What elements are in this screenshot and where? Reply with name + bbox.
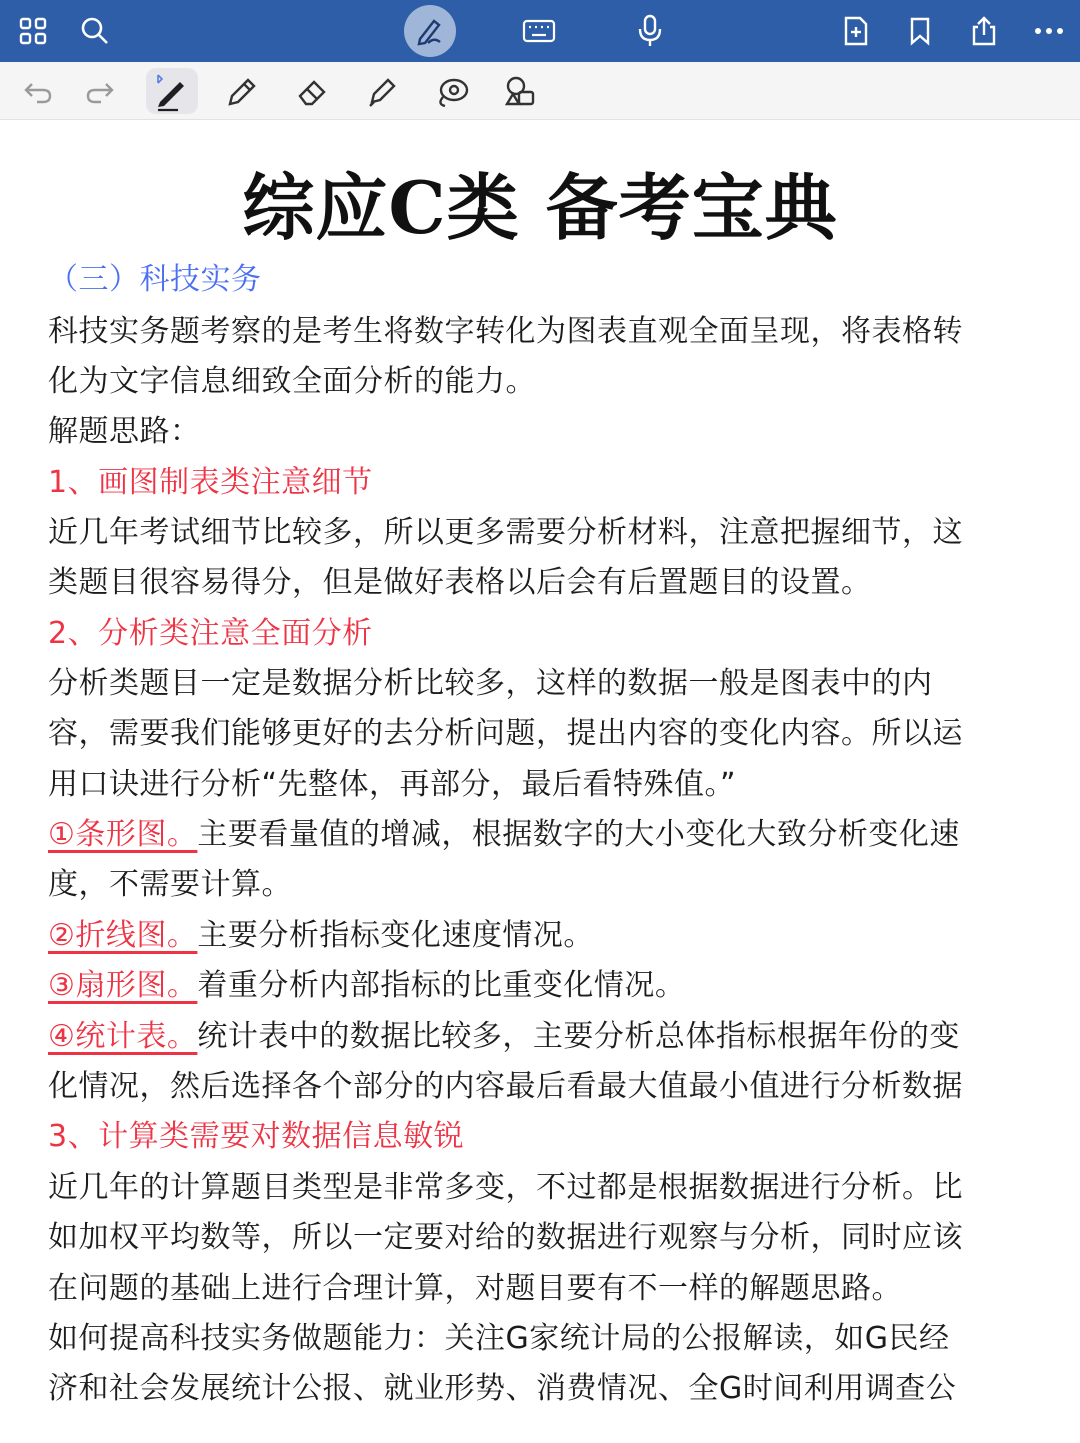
pie-chart-item [48,961,685,1011]
redo-icon[interactable] [78,70,122,114]
closing-line-1: 如何提高科技实务做题能力：关注G家统计局的公报解读，如G民经 [48,1321,950,1356]
bar-chart-item [48,810,960,860]
stat-table-label: ④统计表。 [48,1019,198,1054]
share-icon[interactable] [961,8,1007,54]
bar-chart-text: 主要看量值的增减，根据数字的大小变化大致分析变化速 [197,817,960,852]
point3-line-3: 在问题的基础上进行合理计算，对题目要有不一样的解题思路。 [48,1271,902,1306]
point2-line-2: 容，需要我们能够更好的去分析问题，提出内容的变化内容。所以运 [48,716,963,751]
drawing-toolbar [0,62,1080,120]
pie-chart-label: ③扇形图。 [48,968,198,1003]
stat-table-text: 统计表中的数据比较多，主要分析总体指标根据年份的变 [197,1019,960,1054]
stat-table-cont: 化情况，然后选择各个部分的内容最后看最大值最小值进行分析数据 [48,1069,963,1104]
document-page[interactable] [0,120,1080,1443]
point2-heading: 2、分析类注意全面分析 [48,616,373,651]
highlighter-icon[interactable] [360,70,404,114]
grid-icon[interactable] [10,8,56,54]
lasso-icon[interactable] [430,70,474,114]
more-icon[interactable] [1026,8,1072,54]
line-chart-item [48,911,594,961]
bookmark-icon[interactable] [897,8,943,54]
approach-label: 解题思路： [48,414,201,449]
bar-chart-label: ①条形图。 [48,817,198,852]
closing-line-2: 济和社会发展统计公报、就业形势、消费情况、全G时间利用调查公 [48,1371,957,1406]
keyboard-icon[interactable] [516,8,562,54]
point2-line-3: 用口诀进行分析“先整体，再部分，最后看特殊值。” [48,767,737,802]
point3-line-2: 如加权平均数等，所以一定要对给的数据进行观察与分析，同时应该 [48,1220,963,1255]
section-heading: （三）科技实务 [48,262,262,297]
bar-chart-cont: 度，不需要计算。 [48,867,292,902]
pie-chart-text: 着重分析内部指标的比重变化情况。 [197,968,686,1003]
top-toolbar [0,0,1080,62]
pen-mode-icon[interactable] [404,5,456,57]
document-title: 综应C类 备考宝典 [242,165,838,250]
pencil-icon[interactable] [220,70,264,114]
search-icon[interactable] [72,8,118,54]
microphone-icon[interactable] [627,8,673,54]
point3-heading: 3、计算类需要对数据信息敏锐 [48,1119,465,1154]
undo-icon[interactable] [16,70,60,114]
intro-line-2: 化为文字信息细致全面分析的能力。 [48,364,536,399]
line-chart-label: ②折线图。 [48,918,198,953]
line-chart-text: 主要分析指标变化速度情况。 [197,918,594,953]
stat-table-item [48,1012,960,1062]
point2-line-1: 分析类题目一定是数据分析比较多，这样的数据一般是图表中的内 [48,666,933,701]
bluetooth-pen-icon[interactable] [150,70,194,114]
point1-line-2: 类题目很容易得分，但是做好表格以后会有后置题目的设置。 [48,565,872,600]
shapes-icon[interactable] [500,70,544,114]
add-page-icon[interactable] [833,8,879,54]
eraser-icon[interactable] [290,70,334,114]
intro-line-1: 科技实务题考察的是考生将数字转化为图表直观全面呈现，将表格转 [48,314,963,349]
point3-line-1: 近几年的计算题目类型是非常多变，不过都是根据数据进行分析。比 [48,1170,963,1205]
point1-heading: 1、画图制表类注意细节 [48,465,373,500]
point1-line-1: 近几年考试细节比较多，所以更多需要分析材料，注意把握细节，这 [48,515,963,550]
